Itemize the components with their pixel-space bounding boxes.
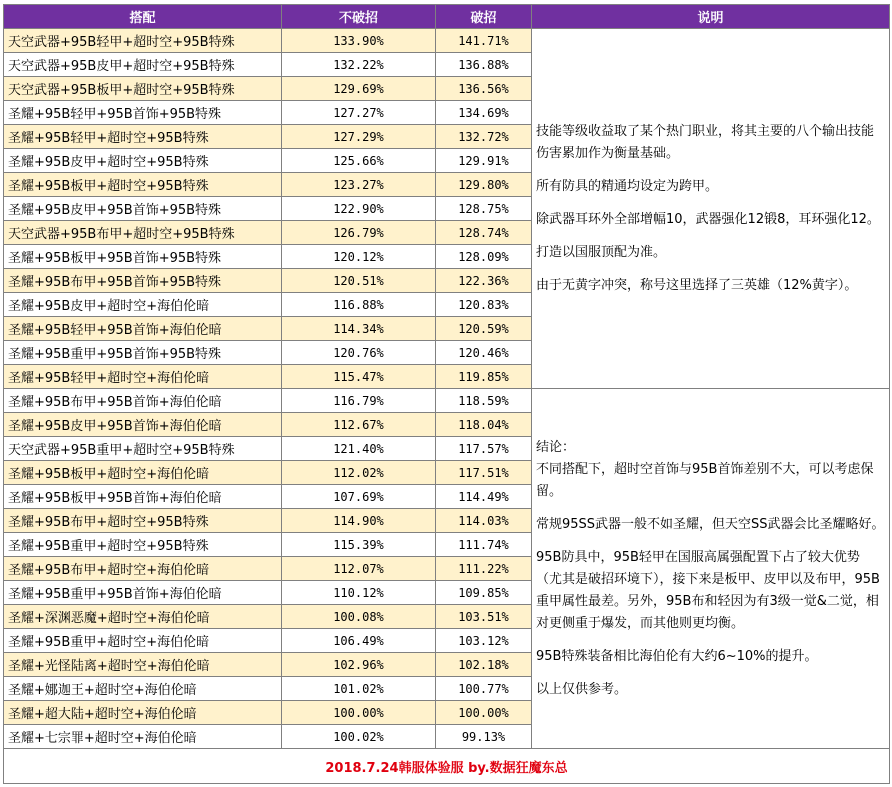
no-break-cell: 100.02%: [282, 725, 436, 749]
break-cell: 114.49%: [436, 485, 532, 509]
combo-cell: 圣耀+光怪陆离+超时空+海伯伦暗: [4, 653, 282, 677]
combo-cell: 圣耀+95B布甲+超时空+海伯伦暗: [4, 557, 282, 581]
no-break-cell: 110.12%: [282, 581, 436, 605]
combo-cell: 圣耀+95B布甲+超时空+95B特殊: [4, 509, 282, 533]
break-cell: 117.51%: [436, 461, 532, 485]
no-break-cell: 125.66%: [282, 149, 436, 173]
combo-cell: 圣耀+95B皮甲+超时空+海伯伦暗: [4, 293, 282, 317]
no-break-cell: 114.34%: [282, 317, 436, 341]
combo-cell: 天空武器+95B轻甲+超时空+95B特殊: [4, 29, 282, 53]
break-cell: 129.91%: [436, 149, 532, 173]
combo-cell: 圣耀+95B轻甲+95B首饰+海伯伦暗: [4, 317, 282, 341]
break-cell: 128.09%: [436, 245, 532, 269]
break-cell: 114.03%: [436, 509, 532, 533]
combo-cell: 圣耀+95B轻甲+超时空+95B特殊: [4, 125, 282, 149]
no-break-cell: 126.79%: [282, 221, 436, 245]
combo-cell: 圣耀+95B重甲+95B首饰+海伯伦暗: [4, 581, 282, 605]
no-break-cell: 112.07%: [282, 557, 436, 581]
no-break-cell: 132.22%: [282, 53, 436, 77]
combo-cell: 圣耀+娜迦王+超时空+海伯伦暗: [4, 677, 282, 701]
no-break-cell: 114.90%: [282, 509, 436, 533]
notes-setup: [532, 29, 890, 389]
break-cell: 117.57%: [436, 437, 532, 461]
table-row: [4, 29, 890, 53]
combo-cell: 圣耀+95B轻甲+95B首饰+95B特殊: [4, 101, 282, 125]
combo-cell: 天空武器+95B布甲+超时空+95B特殊: [4, 221, 282, 245]
no-break-cell: 127.29%: [282, 125, 436, 149]
break-cell: 119.85%: [436, 365, 532, 389]
header-combo: 搭配: [4, 5, 282, 29]
break-cell: 103.12%: [436, 629, 532, 653]
no-break-cell: 116.88%: [282, 293, 436, 317]
combo-cell: 圣耀+95B布甲+95B首饰+95B特殊: [4, 269, 282, 293]
combo-cell: 圣耀+95B重甲+超时空+海伯伦暗: [4, 629, 282, 653]
combo-cell: 天空武器+95B重甲+超时空+95B特殊: [4, 437, 282, 461]
combo-cell: 圣耀+95B轻甲+超时空+海伯伦暗: [4, 365, 282, 389]
no-break-cell: 100.08%: [282, 605, 436, 629]
no-break-cell: 100.00%: [282, 701, 436, 725]
break-cell: 122.36%: [436, 269, 532, 293]
combo-cell: 圣耀+七宗罪+超时空+海伯伦暗: [4, 725, 282, 749]
break-cell: 136.88%: [436, 53, 532, 77]
combo-cell: 圣耀+95B皮甲+95B首饰+海伯伦暗: [4, 413, 282, 437]
no-break-cell: 129.69%: [282, 77, 436, 101]
footer-credit: 2018.7.24韩服体验服 by.数据狂魔东总: [4, 749, 890, 784]
conclusion-paragraph: 95B特殊装备相比海伯伦有大约6~10%的提升。: [536, 648, 818, 664]
no-break-cell: 115.39%: [282, 533, 436, 557]
break-cell: 120.59%: [436, 317, 532, 341]
table-row: [4, 389, 890, 413]
no-break-cell: 112.67%: [282, 413, 436, 437]
no-break-cell: 106.49%: [282, 629, 436, 653]
combo-cell: 圣耀+超大陆+超时空+海伯伦暗: [4, 701, 282, 725]
conclusion-paragraph: 不同搭配下，超时空首饰与95B首饰差别不大，可以考虑保留。: [536, 461, 874, 499]
comparison-sheet: [3, 4, 889, 784]
conclusion-paragraph: 以上仅供参考。: [536, 681, 628, 697]
break-cell: 128.75%: [436, 197, 532, 221]
combo-cell: 圣耀+95B皮甲+95B首饰+95B特殊: [4, 197, 282, 221]
combo-cell: 天空武器+95B皮甲+超时空+95B特殊: [4, 53, 282, 77]
note-paragraph: 除武器耳环外全部增幅10，武器强化12锻8，耳环强化12。: [536, 211, 880, 227]
break-cell: 109.85%: [436, 581, 532, 605]
note-paragraph: 打造以国服顶配为准。: [536, 244, 667, 260]
combo-cell: 圣耀+95B板甲+95B首饰+95B特殊: [4, 245, 282, 269]
footer-row: [4, 749, 890, 784]
conclusion-paragraph: 常规95SS武器一般不如圣耀，但天空SS武器会比圣耀略好。: [536, 516, 885, 532]
break-cell: 141.71%: [436, 29, 532, 53]
no-break-cell: 116.79%: [282, 389, 436, 413]
combo-cell: 天空武器+95B板甲+超时空+95B特殊: [4, 77, 282, 101]
break-cell: 118.04%: [436, 413, 532, 437]
conclusion-paragraph: 95B防具中，95B轻甲在国服高属强配置下占了较大优势（尤其是破招环境下），接下来是板甲、皮甲以及布甲，95B重甲属性最差。另外，95B布和轻因为有3级一觉&二觉，相对更侧重于爆发，而其他则更均衡。: [536, 549, 880, 631]
no-break-cell: 102.96%: [282, 653, 436, 677]
no-break-cell: 120.12%: [282, 245, 436, 269]
no-break-cell: 133.90%: [282, 29, 436, 53]
combo-cell: 圣耀+深渊恶魔+超时空+海伯伦暗: [4, 605, 282, 629]
no-break-cell: 120.76%: [282, 341, 436, 365]
header-no-break: 不破招: [282, 5, 436, 29]
break-cell: 111.22%: [436, 557, 532, 581]
combo-cell: 圣耀+95B板甲+超时空+95B特殊: [4, 173, 282, 197]
no-break-cell: 107.69%: [282, 485, 436, 509]
break-cell: 134.69%: [436, 101, 532, 125]
no-break-cell: 122.90%: [282, 197, 436, 221]
break-cell: 100.77%: [436, 677, 532, 701]
combo-cell: 圣耀+95B皮甲+超时空+95B特殊: [4, 149, 282, 173]
notes-conclusion: [532, 389, 890, 749]
combo-cell: 圣耀+95B板甲+95B首饰+海伯伦暗: [4, 485, 282, 509]
conclusion-title: 结论：: [536, 439, 576, 455]
note-paragraph: 技能等级收益取了某个热门职业，将其主要的八个输出技能伤害累加作为衡量基础。: [536, 123, 875, 161]
no-break-cell: 112.02%: [282, 461, 436, 485]
header-row: [4, 5, 890, 29]
break-cell: 100.00%: [436, 701, 532, 725]
combo-cell: 圣耀+95B布甲+95B首饰+海伯伦暗: [4, 389, 282, 413]
no-break-cell: 120.51%: [282, 269, 436, 293]
header-break: 破招: [436, 5, 532, 29]
break-cell: 120.46%: [436, 341, 532, 365]
break-cell: 99.13%: [436, 725, 532, 749]
no-break-cell: 115.47%: [282, 365, 436, 389]
header-notes: 说明: [532, 5, 890, 29]
no-break-cell: 121.40%: [282, 437, 436, 461]
break-cell: 128.74%: [436, 221, 532, 245]
break-cell: 132.72%: [436, 125, 532, 149]
no-break-cell: 101.02%: [282, 677, 436, 701]
combo-cell: 圣耀+95B板甲+超时空+海伯伦暗: [4, 461, 282, 485]
no-break-cell: 127.27%: [282, 101, 436, 125]
table-body: [4, 29, 890, 749]
break-cell: 103.51%: [436, 605, 532, 629]
note-paragraph: 由于无黄字冲突，称号这里选择了三英雄（12%黄字）。: [536, 277, 858, 293]
break-cell: 118.59%: [436, 389, 532, 413]
combo-cell: 圣耀+95B重甲+超时空+95B特殊: [4, 533, 282, 557]
break-cell: 129.80%: [436, 173, 532, 197]
equipment-table: [3, 4, 890, 784]
break-cell: 136.56%: [436, 77, 532, 101]
no-break-cell: 123.27%: [282, 173, 436, 197]
combo-cell: 圣耀+95B重甲+95B首饰+95B特殊: [4, 341, 282, 365]
note-paragraph: 所有防具的精通均设定为跨甲。: [536, 178, 719, 194]
break-cell: 111.74%: [436, 533, 532, 557]
break-cell: 120.83%: [436, 293, 532, 317]
break-cell: 102.18%: [436, 653, 532, 677]
